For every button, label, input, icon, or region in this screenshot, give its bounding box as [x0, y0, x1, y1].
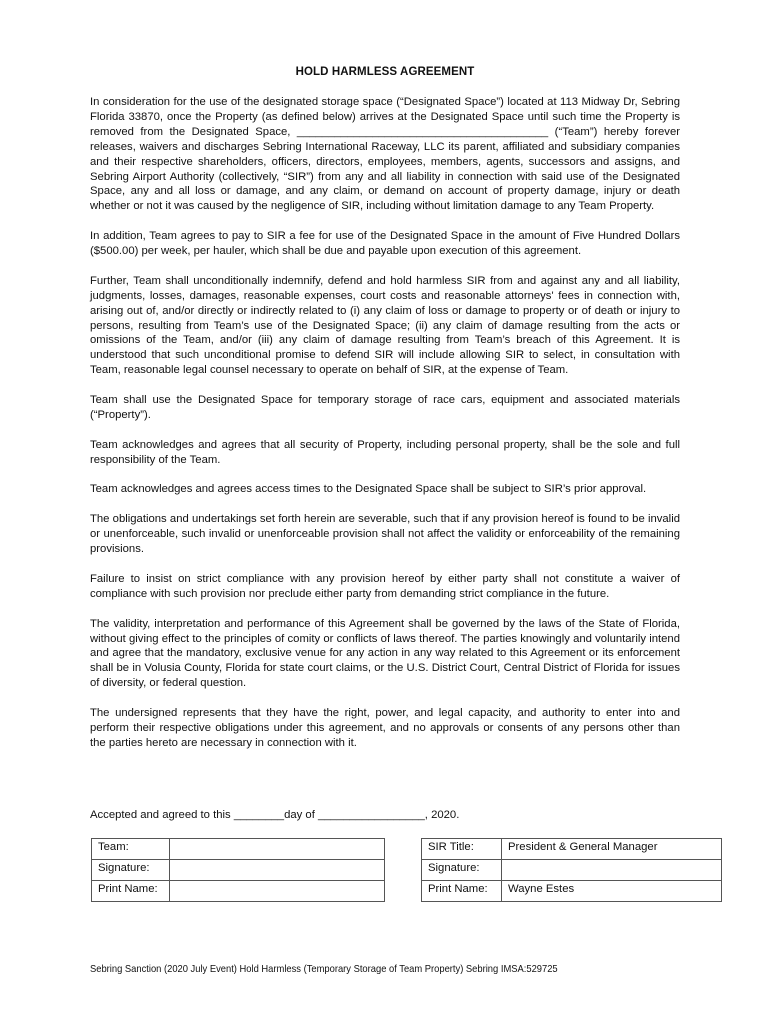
team-field[interactable] [170, 839, 385, 860]
team-signature-field[interactable] [170, 860, 385, 881]
sir-title-label: SIR Title: [422, 839, 502, 860]
sir-signature-field[interactable] [502, 860, 722, 881]
document-footer: Sebring Sanction (2020 July Event) Hold Harmless (Temporary Storage of Team Property) Sebring IMSA:529725 [90, 964, 558, 975]
document-title: HOLD HARMLESS AGREEMENT [295, 66, 475, 78]
team-label: Team: [92, 839, 170, 860]
paragraph-waiver: Failure to insist on strict compliance with any provision hereof by either party shall not constitute a waiver of compliance with such provision nor preclude either party from demanding strict compliance in the future. [90, 572, 680, 600]
paragraph-access: Team acknowledges and agrees access times to the Designated Space shall be subject to SIR’s prior approval. [90, 483, 647, 496]
sir-print-name-value: Wayne Estes [502, 881, 722, 902]
team-signature-label: Signature: [92, 860, 170, 881]
team-signature-table [91, 838, 385, 902]
paragraph-release: In consideration for the use of the designated storage space (“Designated Space”) located at 113 Midway Dr, Sebring Florida 33870, once the Property (as defined below) arrives at the Designated Space until such time the Property is removed from the Designated Space, ________________________________________ (“Team”) hereby forever releases, waivers and discharges Sebring International Raceway, LLC its parent, affiliated and subsidiary companies and their respective shareholders, officers, directors, employees, members, agents, successors and assigns, and Sebring Airport Authority (collectively, “SIR”) from any and all liability in connection with said use of the Designated Space, any and all loss or damage, and any claim, or demand on account of property damage, injury or death whether or not it was caused by the negligence of SIR, including without limitation damage to any Team Property. [90, 96, 680, 213]
sir-signature-table [421, 838, 722, 902]
team-print-name-field[interactable] [170, 881, 385, 902]
paragraph-governing-law: The validity, interpretation and performance of this Agreement shall be governed by the laws of the State of Florida, without giving effect to the principles of comity or conflicts of laws thereof. The parties knowingly and voluntarily intend and agree that the mandatory, exclusive venue for any action in any way related to this Agreement or its enforcement shall be in Volusia County, Florida for state court claims, or the U.S. District Court, Central District of Florida for issues of diversity, or federal question. [90, 617, 680, 690]
team-print-name-label: Print Name: [92, 881, 170, 902]
paragraph-security: Team acknowledges and agrees that all security of Property, including personal property, shall be the sole and full responsibility of the Team. [90, 438, 680, 466]
paragraph-severable: The obligations and undertakings set forth herein are severable, such that if any provision hereof is found to be invalid or unenforceable, such invalid or unenforceable provision shall not affect the validity or enforceability of the remaining provisions. [90, 513, 680, 556]
paragraph-use: Team shall use the Designated Space for temporary storage of race cars, equipment and associated materials (“Property”). [90, 394, 680, 421]
paragraph-fee: In addition, Team agrees to pay to SIR a fee for use of the Designated Space in the amount of Five Hundred Dollars ($500.00) per week, per hauler, which shall be due and payable upon execution of this agreement. [90, 230, 680, 258]
paragraph-indemnify: Further, Team shall unconditionally indemnify, defend and hold harmless SIR from and against any and all liability, judgments, losses, damages, reasonable expenses, court costs and reasonable attorneys' fees in connection with, arising out of, and/or directly or indirectly related to (i) any claim of loss or damage to property or of death or injury to persons, resulting from Team’s use of the Designated Space; (ii) any claim of damage resulting from the acts or omissions of the Team, and/or (iii) any claim of damage resulting from Team’s breach of this Agreement. It is understood that such unconditional promise to defend SIR will include allowing SIR to select, in consultation with Team, reasonable legal counsel necessary to operate on behalf of SIR, at the expense of Team. [90, 274, 680, 377]
sir-title-value: President & General Manager [502, 839, 722, 860]
accepted-line: Accepted and agreed to this ________day of _________________, 2020. [90, 809, 460, 821]
paragraph-authority: The undersigned represents that they have the right, power, and legal capacity, and authority to enter into and perform their respective obligations under this agreement, and no approvals or consents of any persons other than the parties hereto are necessary in connection with it. [90, 707, 680, 749]
sir-print-name-label: Print Name: [422, 881, 502, 902]
agreement-body [90, 95, 680, 751]
sir-signature-label: Signature: [422, 860, 502, 881]
